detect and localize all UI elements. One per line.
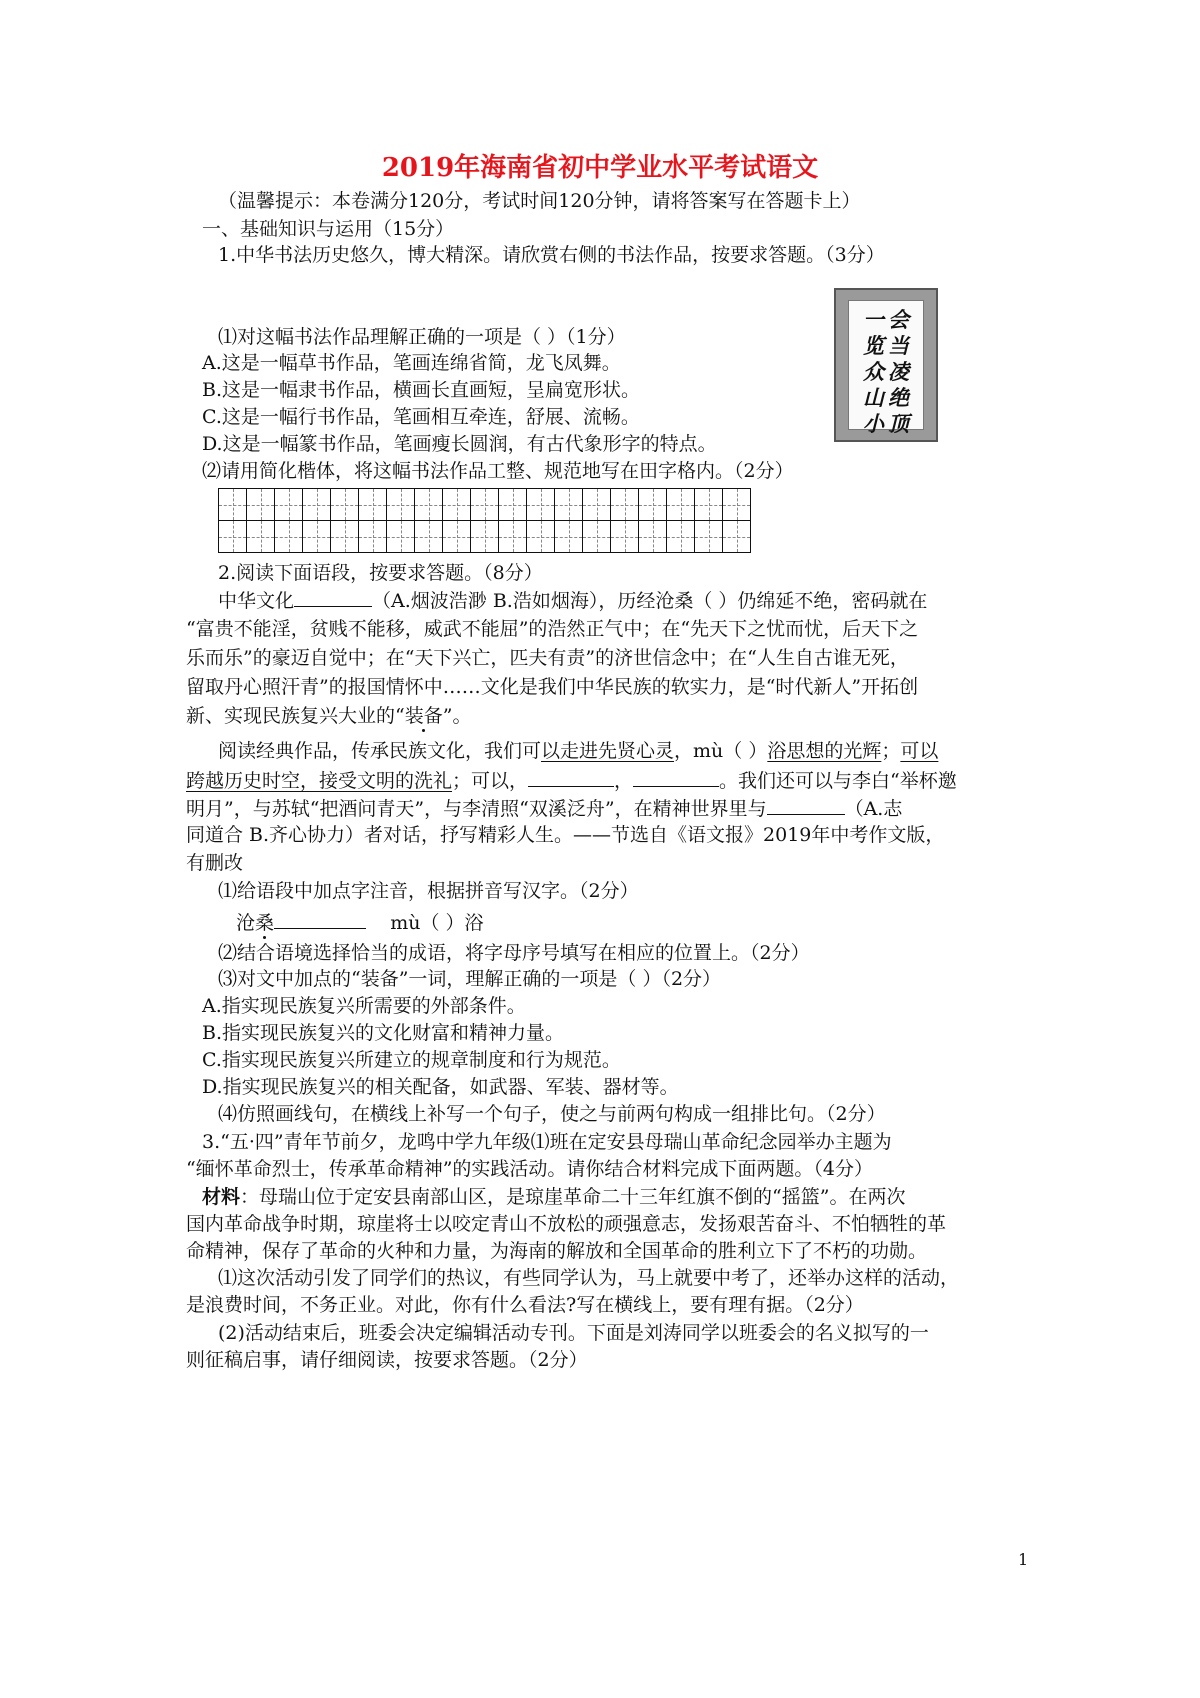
answer-blank[interactable] <box>633 764 719 787</box>
material-label: 材料 <box>202 1186 241 1208</box>
q2-sub1: ⑴给语段中加点字注音，根据拼音写汉字。（2分） <box>218 880 639 902</box>
q2-p1-line1: 中华文化 （A.烟波浩渺 B.浩如烟海），历经沧桑（ ）仍绵延不绝，密码就在 <box>218 584 927 616</box>
dotted-word: 装备 <box>404 705 443 727</box>
q2-p1-line3: 乐而乐”的豪迈自觉中；在“天下兴亡，匹夫有责”的济世信念中；在“人生自古谁无死， <box>186 647 909 669</box>
q3-material-line3: 命精神，保存了革命的火种和力量，为海南的解放和全国革命的胜利立下了不朽的功勋。 <box>186 1240 928 1262</box>
underlined-phrase: 以走进先贤心灵 <box>541 740 675 762</box>
q2-p2-line5: 有删改 <box>186 852 244 874</box>
q2-sub3: ⑶对文中加点的“装备”一词，理解正确的一项是（ ）（2分） <box>218 968 722 990</box>
q2-sub4: ⑷仿照画线句，在横线上补写一个句子，使之与前两句构成一组排比句。（2分） <box>218 1103 886 1125</box>
q1-option-a: A.这是一幅草书作品，笔画连绵省简，龙飞凤舞。 <box>202 352 621 374</box>
calligraphy-image <box>834 288 938 442</box>
notice: （温馨提示：本卷满分120分，考试时间120分钟，请将答案写在答题卡上） <box>218 190 861 212</box>
grid-row <box>219 489 750 521</box>
q1-option-b: B.这是一幅隶书作品，横画长直画短，呈扁宽形状。 <box>202 379 641 401</box>
q1-sub2: ⑵请用简化楷体，将这幅书法作品工整、规范地写在田字格内。（2分） <box>202 460 794 482</box>
q2-option-b: B.指实现民族复兴的文化财富和精神力量。 <box>202 1022 565 1044</box>
q2-option-d: D.指实现民族复兴的相关配备，如武器、军装、器材等。 <box>202 1076 679 1098</box>
answer-blank[interactable] <box>528 764 614 787</box>
q3-sub2-line2: 则征稿启事，请仔细阅读，按要求答题。（2分） <box>186 1349 588 1371</box>
q1-option-d: D.这是一幅篆书作品，笔画瘦长圆润，有古代象形字的特点。 <box>202 433 717 455</box>
q3-line1: 3.“五·四”青年节前夕，龙鸣中学九年级⑴班在定安县母瑞山革命纪念园举办主题为 <box>202 1131 892 1153</box>
q2-p1-line2: “富贵不能淫，贫贱不能移，威武不能屈”的浩然正气中；在“先天下之忧而忧，后天下之 <box>186 618 919 640</box>
page-number: 1 <box>1018 1550 1029 1569</box>
exam-title: 2019年海南省初中学业水平考试语文 <box>381 153 819 183</box>
q2-p2-line4: 同道合 B.齐心协力）者对话，抒写精彩人生。——节选自《语文报》2019年中考作文版， <box>186 824 945 846</box>
q3-line2: “缅怀革命烈士，传承革命精神”的实践活动。请你结合材料完成下面两题。（4分） <box>186 1158 874 1180</box>
calligraphy-column-2: 一 览 众 山 小 <box>863 307 884 436</box>
underlined-phrase: 跨越历史时空，接受文明的洗礼 <box>186 770 453 792</box>
q1-option-c: C.这是一幅行书作品，笔画相互牵连，舒展、流畅。 <box>202 406 640 428</box>
underlined-phrase: 可以 <box>900 740 939 762</box>
q2-p2-line1: 阅读经典作品，传承民族文化，我们可以走进先贤心灵，mù（ ）浴思想的光辉；可以 <box>218 740 939 762</box>
q2-p1-line5: 新、实现民族复兴大业的“装备”。 <box>186 705 472 727</box>
q3-sub2-line1: (2)活动结束后，班委会决定编辑活动专刊。下面是刘涛同学以班委会的名义拟写的一 <box>218 1322 929 1344</box>
q3-sub1-line2: 是浪费时间，不务正业。对此，你有什么看法?写在横线上，要有理有据。（2分） <box>186 1294 864 1316</box>
q3-material-line2: 国内革命战争时期，琼崖将士以咬定青山不放松的顽强意志，发扬艰苦奋斗、不怕牺牲的革 <box>186 1213 947 1235</box>
q2-stem: 2.阅读下面语段，按要求答题。（8分） <box>218 562 543 584</box>
q2-p2-line2: 跨越历史时空，接受文明的洗礼；可以， ， 。我们还可以与李白“举杯邀 <box>186 764 957 796</box>
q1-stem: 1.中华书法历史悠久，博大精深。请欣赏右侧的书法作品，按要求答题。（3分） <box>218 244 885 266</box>
grid-row <box>219 521 750 552</box>
q1-sub1: ⑴对这幅书法作品理解正确的一项是（ ）（1分） <box>218 326 626 348</box>
q2-sub1-answer: 沧桑 mù（ ）浴 <box>236 906 484 938</box>
q3-material-line1: 材料：母瑞山位于定安县南部山区，是琼崖革命二十三年红旗不倒的“摇篮”。在两次 <box>202 1186 906 1208</box>
calligraphy-column-1: 会 当 凌 绝 顶 <box>888 307 909 436</box>
q2-option-a: A.指实现民族复兴所需要的外部条件。 <box>202 995 526 1017</box>
q2-option-c: C.指实现民族复兴所建立的规章制度和行为规范。 <box>202 1049 621 1071</box>
q3-sub1-line1: ⑴这次活动引发了同学们的热议，有些同学认为，马上就要中考了，还举办这样的活动， <box>218 1267 960 1289</box>
underlined-phrase: 浴思想的光辉 <box>767 740 882 762</box>
q2-p2-line3: 明月”，与苏轼“把酒问青天”，与李清照“双溪泛舟”，在精神世界里与 （A.志 <box>186 792 902 824</box>
section-heading: 一、基础知识与运用（15分） <box>202 218 455 240</box>
q2-sub2: ⑵结合语境选择恰当的成语，将字母序号填写在相应的位置上。（2分） <box>218 942 810 964</box>
answer-blank[interactable] <box>294 584 372 607</box>
tianzige-grid[interactable] <box>218 488 751 553</box>
answer-blank[interactable] <box>274 906 366 929</box>
q2-p1-line4: 留取丹心照汗青”的报国情怀中……文化是我们中华民族的软实力，是“时代新人”开拓创 <box>186 676 919 698</box>
answer-blank[interactable] <box>767 792 845 815</box>
